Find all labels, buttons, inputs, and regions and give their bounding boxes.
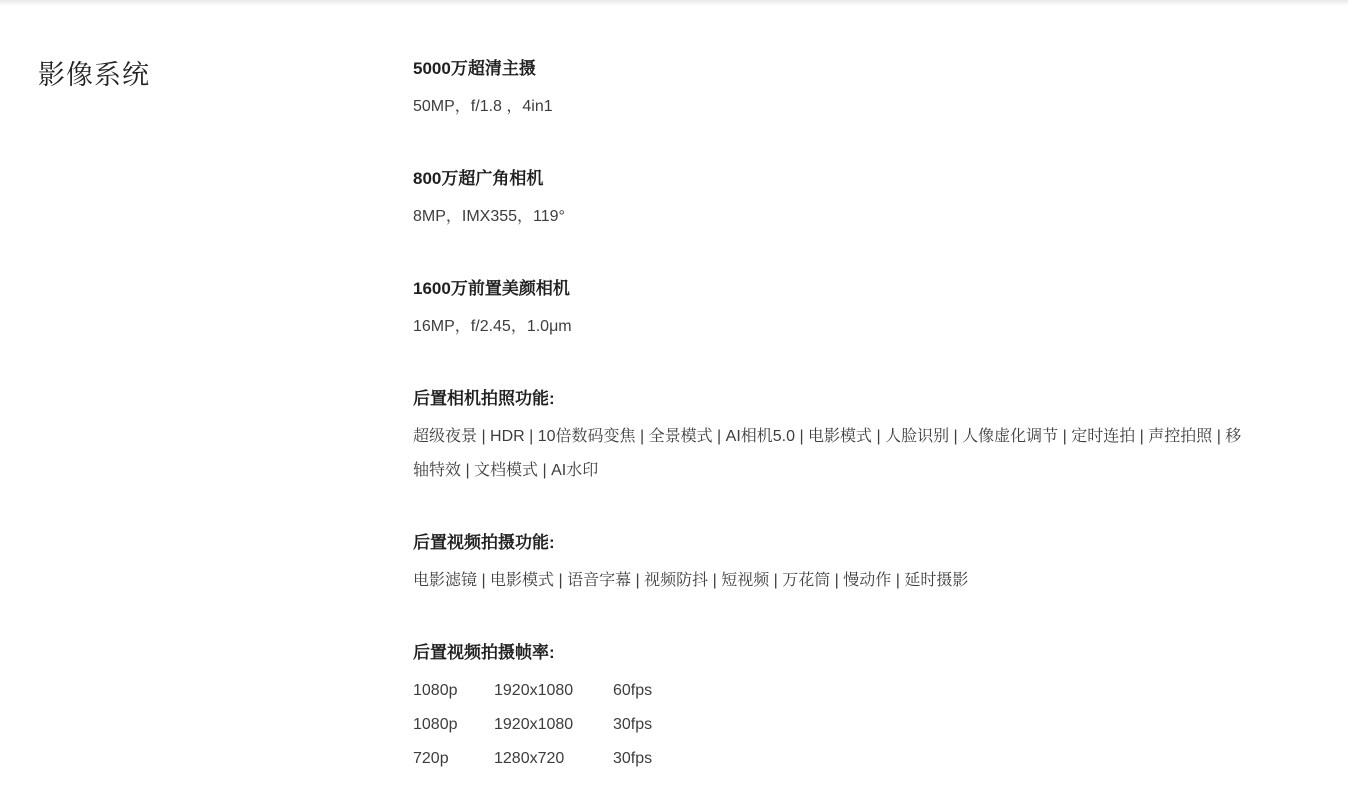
framerate-row [413,674,1251,708]
section-label-column [0,58,413,92]
spec-title-front-camera: 1600万前置美颜相机 [413,279,570,298]
spec-detail-rear-video-features: 电影滤镜 | 电影模式 | 语音字幕 | 视频防抖 | 短视频 | 万花筒 | 慢动作 | 延时摄影 [413,572,969,589]
camera-spec-section [0,6,1348,787]
spec-detail-rear-photo-features: 超级夜景 | HDR | 10倍数码变焦 | 全景模式 | AI相机5.0 | 电影模式 | 人脸识别 | 人像虚化调节 | 定时连拍 | 声控拍照 | 移轴特效 | 文档模式 | AI水印 [413,428,1242,479]
framerate-resolution-label: 1080p [413,716,458,733]
framerate-resolution: 1920x1080 [494,682,574,699]
framerate-row [413,708,1251,742]
spec-detail-front-camera: 16MP，f/2.45，1.0μm [413,318,572,335]
spec-title-main-camera: 5000万超清主摄 [413,59,536,78]
spec-detail-column [413,58,1271,787]
spec-block-front-camera [413,278,1251,344]
spec-block-rear-photo-features [413,388,1251,488]
framerate-table [413,674,1251,776]
framerate-resolution-label: 1080p [413,682,458,699]
spec-block-video-framerates [413,642,1251,776]
spec-title-ultrawide-camera: 800万超广角相机 [413,169,544,188]
framerate-resolution-label: 720p [413,750,449,767]
framerate-resolution: 1920x1080 [494,716,574,733]
spec-detail-main-camera: 50MP，f/1.8 ，4in1 [413,98,553,115]
spec-title-rear-video-features: 后置视频拍摄功能: [413,533,555,552]
framerate-value: 30fps [613,716,653,733]
spec-detail-ultrawide-camera: 8MP，IMX355，119° [413,208,565,225]
section-label: 影像系统 [38,60,150,90]
framerate-value: 30fps [613,750,653,767]
spec-title-rear-photo-features: 后置相机拍照功能: [413,389,555,408]
spec-block-ultrawide-camera [413,168,1251,234]
spec-block-main-camera [413,58,1251,124]
framerate-value: 60fps [613,682,653,699]
framerate-resolution: 1280x720 [494,750,565,767]
spec-title-video-framerates: 后置视频拍摄帧率: [413,643,555,662]
framerate-row [413,742,1251,776]
spec-block-rear-video-features [413,532,1251,598]
